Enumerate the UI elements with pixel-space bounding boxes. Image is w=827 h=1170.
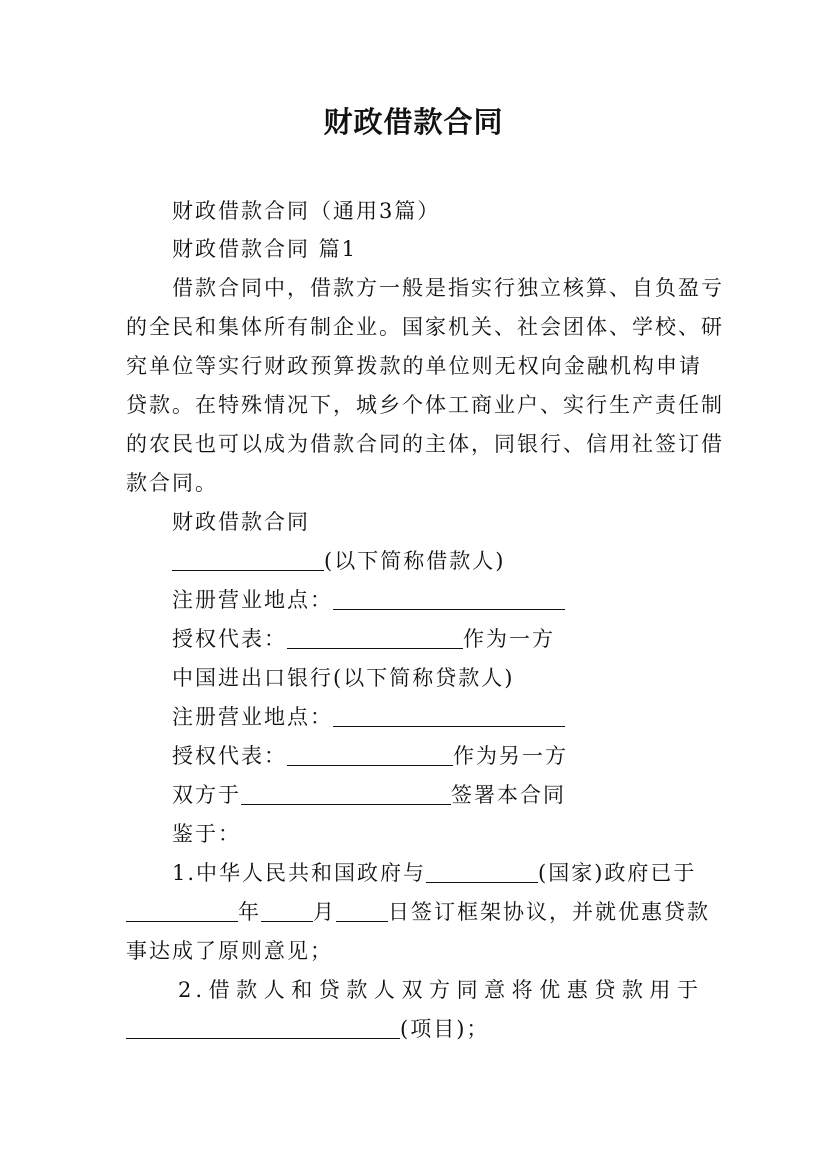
month-label: 月 bbox=[313, 900, 336, 924]
reg-address-label: 注册营业地点： bbox=[172, 588, 333, 612]
day-blank[interactable] bbox=[336, 899, 388, 922]
intro-line-1: 借款合同中，借款方一般是指实行独立核算、自负盈亏 bbox=[172, 276, 724, 300]
clause-1-day-rest: 日签订框架协议，并就优惠贷款 bbox=[388, 900, 710, 924]
other-party-text: 作为另一方 bbox=[453, 744, 568, 768]
lender-rep-blank[interactable] bbox=[287, 743, 453, 766]
signing-line bbox=[172, 780, 566, 810]
month-blank[interactable] bbox=[261, 899, 313, 922]
clause-2-text-b: (项目)； bbox=[400, 1017, 490, 1041]
borrower-rep-blank[interactable] bbox=[287, 626, 463, 649]
lender-rep-line bbox=[172, 741, 568, 771]
country-blank[interactable] bbox=[426, 860, 538, 883]
lender-address-line bbox=[172, 702, 565, 732]
clause-2-line-1: 2.借款人和贷款人双方同意将优惠贷款用于 bbox=[178, 978, 702, 1002]
sign-suffix: 签署本合同 bbox=[451, 783, 566, 807]
reg-address-label: 注册营业地点： bbox=[172, 705, 333, 729]
borrower-line bbox=[172, 546, 505, 576]
clause-1-text-b: (国家)政府已于 bbox=[538, 861, 697, 885]
year-label: 年 bbox=[238, 900, 261, 924]
both-parties-prefix: 双方于 bbox=[172, 783, 241, 807]
borrower-address-blank[interactable] bbox=[333, 587, 565, 610]
borrower-suffix: (以下简称借款人) bbox=[324, 549, 506, 573]
borrower-rep-line bbox=[172, 624, 555, 654]
lender-address-blank[interactable] bbox=[333, 704, 565, 727]
whereas-heading: 鉴于： bbox=[172, 822, 241, 846]
borrower-address-line bbox=[172, 585, 565, 615]
project-blank[interactable] bbox=[126, 1016, 400, 1039]
lender-line: 中国进出口银行(以下简称贷款人) bbox=[172, 666, 515, 690]
intro-line-4: 贷款。在特殊情况下，城乡个体工商业户、实行生产责任制 bbox=[126, 393, 724, 417]
signing-date-blank[interactable] bbox=[241, 782, 451, 805]
borrower-name-blank[interactable] bbox=[172, 548, 324, 571]
contract-heading: 财政借款合同 bbox=[172, 510, 310, 534]
document-subtitle: 财政借款合同（通用3篇） bbox=[172, 199, 441, 223]
intro-line-2: 的全民和集体所有制企业。国家机关、社会团体、学校、研 bbox=[126, 315, 724, 339]
clause-1-text-a: 1.中华人民共和国政府与 bbox=[172, 861, 427, 885]
section-heading: 财政借款合同 篇1 bbox=[172, 237, 358, 261]
intro-line-3: 究单位等实行财政预算拨款的单位则无权向金融机构申请 bbox=[126, 354, 702, 378]
auth-rep-label: 授权代表： bbox=[172, 744, 287, 768]
clause-1-line-2 bbox=[126, 897, 710, 927]
auth-rep-label: 授权代表： bbox=[172, 627, 287, 651]
intro-line-6: 款合同。 bbox=[126, 471, 218, 495]
year-blank[interactable] bbox=[126, 899, 238, 922]
clause-1-line-3: 事达成了原则意见； bbox=[126, 939, 333, 963]
clause-1-line-1 bbox=[172, 858, 696, 888]
document-title: 财政借款合同 bbox=[323, 105, 504, 139]
clause-2-line-2 bbox=[126, 1014, 489, 1044]
intro-line-5: 的农民也可以成为借款合同的主体，同银行、信用社签订借 bbox=[126, 432, 724, 456]
one-party-text: 作为一方 bbox=[463, 627, 555, 651]
